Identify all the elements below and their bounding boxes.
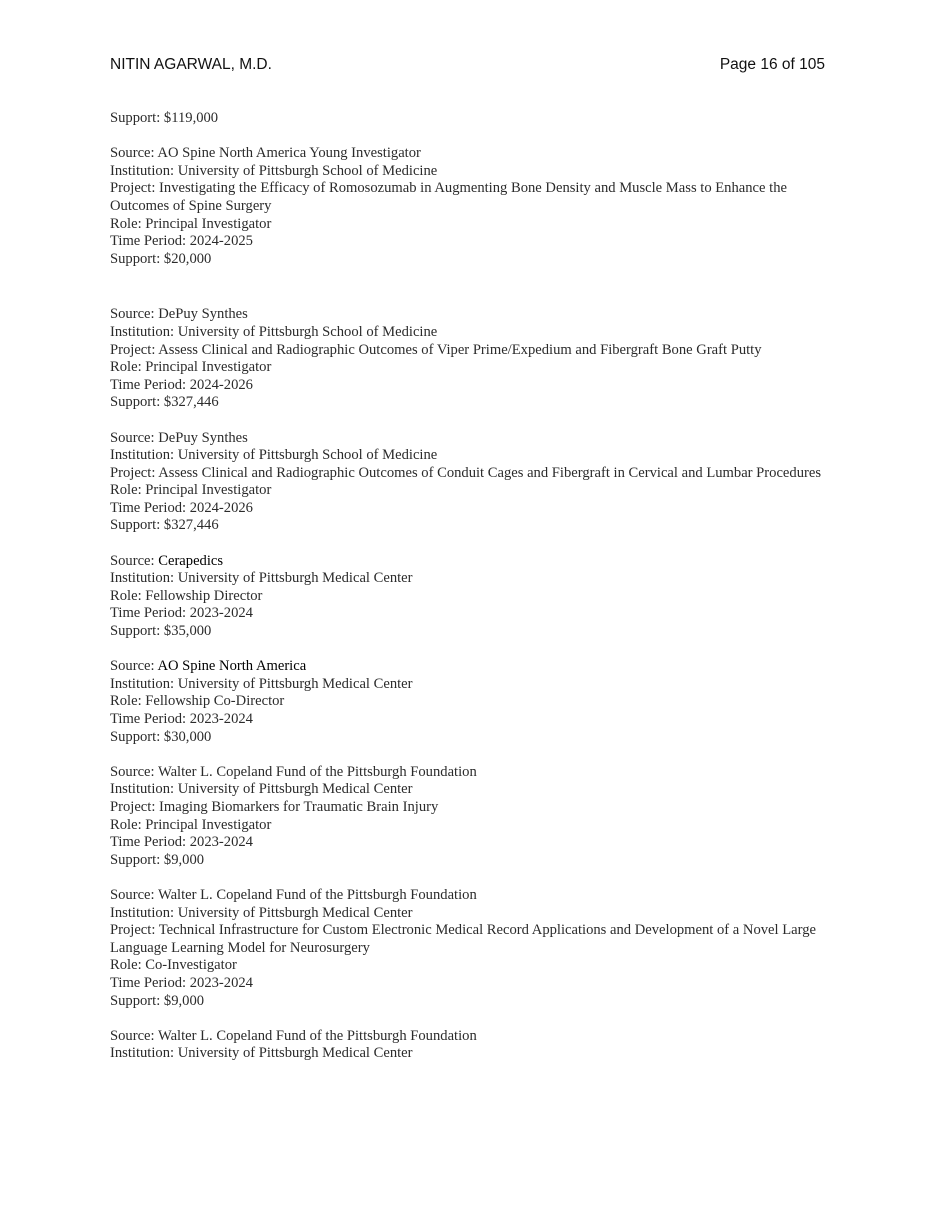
grant-source: Source: DePuy Synthes: [110, 429, 248, 446]
grant-entry: [110, 553, 830, 641]
grant-project: Project: Assess Clinical and Radiographic Outcomes of Viper Prime/Expedium and Fibergraft Bone Graft Putty: [110, 341, 762, 358]
grant-institution: Institution: University of Pittsburgh School of Medicine: [110, 323, 438, 340]
grant-entry: [110, 1028, 830, 1063]
grant-source: Source: AO Spine North America Young Investigator: [110, 145, 421, 162]
grant-period: Time Period: 2024-2026: [110, 376, 253, 393]
grant-institution: Institution: University of Pittsburgh Medical Center: [110, 1045, 413, 1062]
grant-period: Time Period: 2024-2026: [110, 499, 253, 516]
grant-entry: [110, 430, 830, 536]
grant-support: Support: $327,446: [110, 517, 219, 534]
grant-role: Role: Co-Investigator: [110, 957, 237, 974]
grant-source-label: Source:: [110, 552, 159, 569]
grant-source: [110, 553, 830, 571]
grant-project: Project: Technical Infrastructure for Custom Electronic Medical Record Applications and Development of a Novel Large Language Learning Model for Neurosurgery: [110, 922, 817, 956]
grant-list: [110, 110, 830, 1063]
grant-source: Source: Walter L. Copeland Fund of the Pittsburgh Foundation: [110, 886, 477, 903]
grant-role: Role: Fellowship Co-Director: [110, 693, 285, 710]
grant-entry: [110, 658, 830, 746]
grant-role: Role: Principal Investigator: [110, 215, 272, 232]
grant-support: Support: $9,000: [110, 851, 205, 868]
grant-support: Support: $119,000: [110, 110, 219, 126]
grant-source: Source: Walter L. Copeland Fund of the Pittsburgh Foundation: [110, 763, 477, 780]
grant-period: Time Period: 2023-2024: [110, 711, 253, 727]
grant-institution: Institution: University of Pittsburgh Medical Center: [110, 570, 413, 587]
author-name: NITIN AGARWAL, M.D.: [110, 56, 272, 73]
grant-period: Time Period: 2023-2024: [110, 974, 253, 991]
grant-institution: Institution: University of Pittsburgh Medical Center: [110, 675, 413, 692]
grant-period: Time Period: 2024-2025: [110, 233, 253, 250]
grant-source-name: Cerapedics: [158, 552, 224, 569]
grant-source: Source: Walter L. Copeland Fund of the Pittsburgh Foundation: [110, 1027, 477, 1044]
grant-period: Time Period: 2023-2024: [110, 605, 253, 622]
grant-role: Role: Principal Investigator: [110, 482, 272, 499]
grant-entry: [110, 145, 830, 268]
grant-project: Project: Imaging Biomarkers for Traumatic Brain Injury: [110, 798, 439, 815]
grant-source: [110, 658, 830, 676]
grant-role: Role: Fellowship Director: [110, 587, 263, 604]
grant-entry: [110, 887, 830, 1010]
grant-role: Role: Principal Investigator: [110, 816, 272, 833]
grant-support: Support: $9,000: [110, 992, 205, 1009]
grant-support: Support: $35,000: [110, 623, 212, 640]
grant-role: Role: Principal Investigator: [110, 359, 272, 376]
grant-institution: Institution: University of Pittsburgh Medical Center: [110, 904, 413, 921]
grant-source-name: AO Spine North America: [157, 658, 307, 675]
grant-source-label: Source:: [110, 658, 158, 675]
grant-support: Support: $327,446: [110, 394, 219, 411]
grant-project: Project: Investigating the Efficacy of Romosozumab in Augmenting Bone Density and Muscle Mass to Enhance the Outcomes of Spine Surgery: [110, 180, 787, 214]
grant-period: Time Period: 2023-2024: [110, 834, 253, 851]
page-number: Page 16 of 105: [719, 56, 825, 73]
grant-entry: [110, 110, 830, 128]
grant-project: Project: Assess Clinical and Radiographic Outcomes of Conduit Cages and Fibergraft in Cervical and Lumbar Procedures: [110, 464, 822, 481]
grant-support: Support: $30,000: [110, 728, 212, 745]
grant-institution: Institution: University of Pittsburgh School of Medicine: [110, 162, 438, 179]
grant-support: Support: $20,000: [110, 250, 212, 267]
grant-institution: Institution: University of Pittsburgh School of Medicine: [110, 447, 438, 464]
grant-source: Source: DePuy Synthes: [110, 306, 248, 323]
grant-institution: Institution: University of Pittsburgh Medical Center: [110, 781, 413, 798]
grant-entry: [110, 764, 830, 870]
grant-entry: [110, 306, 830, 412]
